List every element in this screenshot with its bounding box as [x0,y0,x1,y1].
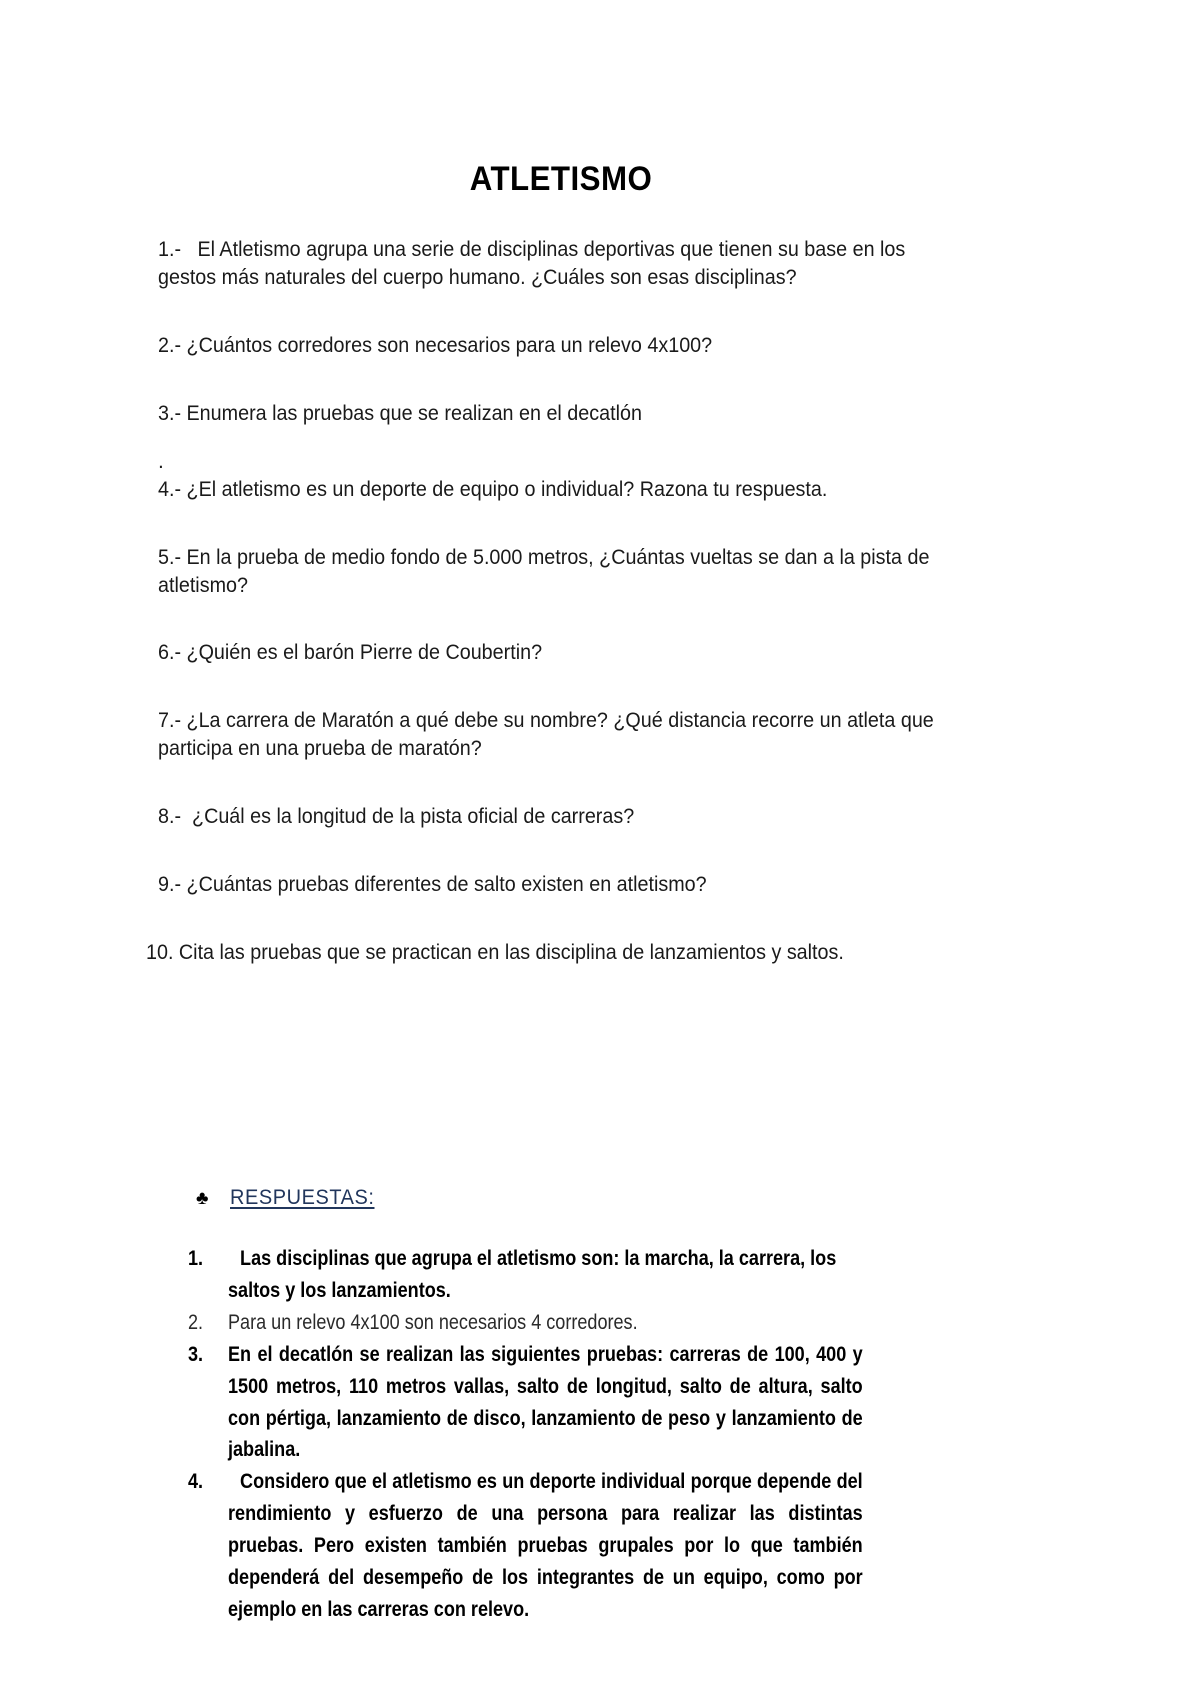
question-item-9: 9.- ¿Cuántas pruebas diferentes de salto existen en atletismo? [158,873,707,897]
answer-text-1: Las disciplinas que agrupa el atletismo son: la marcha, la carrera, los saltos y los lanzamientos. [228,1247,837,1302]
questions-list [146,236,964,967]
answer-text-4: Considero que el atletismo es un deporte individual porque depende del rendimiento y esfuerzo de una persona para realizar las distintas pruebas. Pero existen también pruebas grupales por lo que también dependerá del desempeño de los integrantes de un equipo, como por ejemplo en las carreras con relevo. [228,1470,863,1621]
answers-list [188,1243,966,1626]
answer-number-3: 3. [188,1342,204,1366]
question-item-3: 3.- Enumera las pruebas que se realizan en el decatlón [158,401,642,425]
answer-number-4: 4. [188,1470,204,1494]
answer-text-2: Para un relevo 4x100 son necesarios 4 corredores. [228,1310,638,1334]
answer-item-1 [188,1243,966,1307]
answer-number-1: 1. [188,1247,204,1270]
question-item-7: 7.- ¿La carrera de Maratón a qué debe su nombre? ¿Qué distancia recorre un atleta que participa en una prueba de maratón? [158,709,940,761]
question-item-4: 4.- ¿El atletismo es un deporte de equipo o individual? Razona tu respuesta. [158,477,828,501]
answers-heading-label: RESPUESTAS: [230,1186,375,1209]
page-title: ATLETISMO [469,159,653,198]
answer-item-2 [188,1307,966,1339]
question-item-2: 2.- ¿Cuántos corredores son necesarios para un relevo 4x100? [158,333,713,357]
answer-text-3: En el decatlón se realizan las siguientes pruebas: carreras de 100, 400 y 1500 metros, 110 metros vallas, salto de longitud, salto de altura, salto con pértiga, lanzamiento de disco, lanzamiento de peso y lanzamiento de jabalina. [228,1342,863,1462]
question-item-10: 10. Cita las pruebas que se practican en las disciplina de lanzamientos y saltos. [146,941,844,965]
question-item-8: 8.- ¿Cuál es la longitud de la pista oficial de carreras? [158,805,635,829]
answers-heading [196,1186,383,1210]
question-item-6: 6.- ¿Quién es el barón Pierre de Coubertin? [158,641,543,665]
answer-item-4 [188,1466,966,1626]
answer-item-3 [188,1339,966,1467]
club-suit-icon: ♣ [196,1188,209,1209]
stray-period-mark: . [158,449,164,473]
question-item-1: 1.- El Atletismo agrupa una serie de disciplinas deportivas que tienen su base en los gestos más naturales del cuerpo humano. ¿Cuáles son esas disciplinas? [158,238,911,289]
question-item-5: 5.- En la prueba de medio fondo de 5.000 metros, ¿Cuántas vueltas se dan a la pista de atletismo? [158,545,935,597]
answer-number-2: 2. [188,1310,204,1334]
